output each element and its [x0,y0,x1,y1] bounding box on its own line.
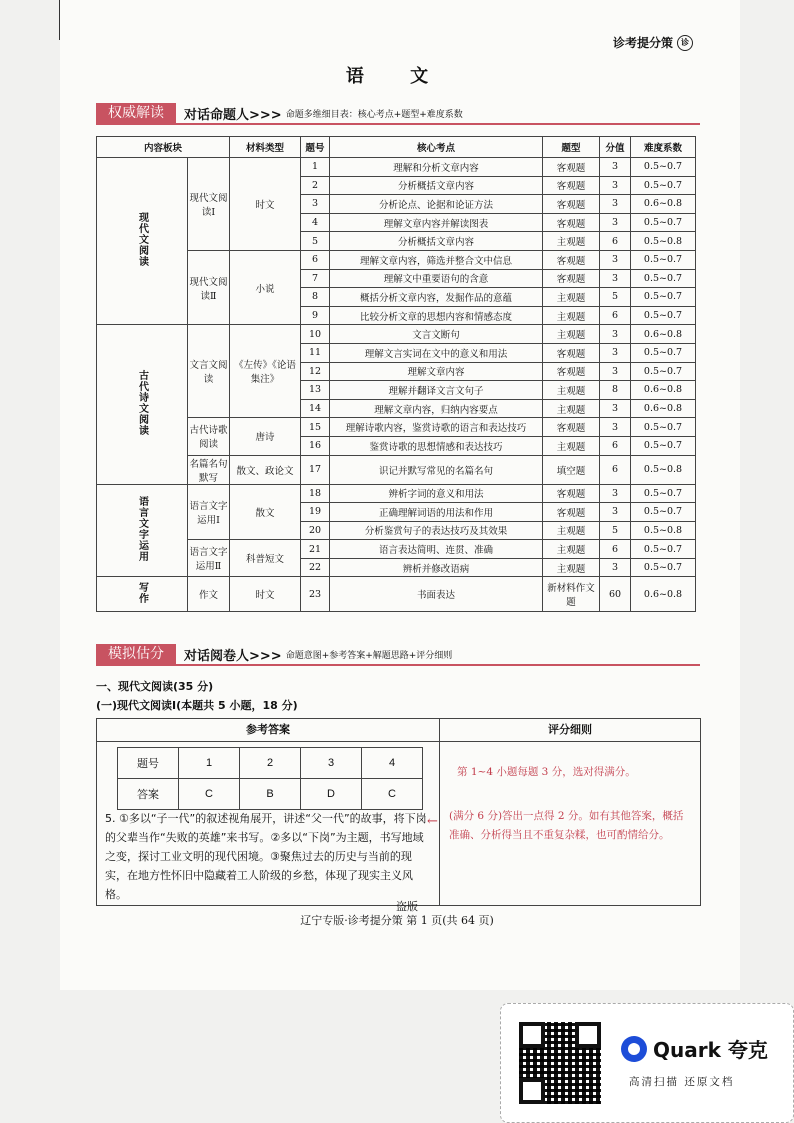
material-cell: 散文、政论文 [230,455,301,484]
answer-key-row-no [118,748,423,779]
core-point-cell: 辨析字词的意义和用法 [330,484,543,503]
score-cell: 3 [600,213,631,232]
answer-box [96,718,701,906]
page-edge-line [59,0,60,40]
score-cell: 3 [600,343,631,362]
difficulty-cell: 0.5~0.7 [631,288,696,307]
scoring-rule-1: 第 1~4 小题每题 3 分，选对得满分。 [457,766,636,778]
page-footer: 辽宁专版·诊考提分策 第 1 页(共 64 页) [300,914,494,927]
score-cell: 3 [600,503,631,522]
difficulty-cell: 0.6~0.8 [631,325,696,344]
question-type-cell: 客观题 [543,484,600,503]
question-type-cell: 主观题 [543,399,600,418]
reference-answer-heading: 参考答案 [97,719,439,742]
quark-logo-icon [621,1036,647,1062]
score-cell: 3 [600,418,631,437]
question-no-cell: 1 [301,158,330,177]
question-no-cell: 19 [301,503,330,522]
question-no-cell: 9 [301,306,330,325]
score-cell: 6 [600,540,631,559]
material-cell: 散文 [230,484,301,540]
question-no-cell: 10 [301,325,330,344]
question-no-cell: 11 [301,343,330,362]
core-point-cell: 识记并默写常见的名篇名句 [330,455,543,484]
core-point-cell: 分析鉴赏句子的表达技巧及其效果 [330,521,543,540]
watermark-text: 盗版 [396,900,418,913]
brand-header [613,34,693,51]
group-cell [97,158,188,325]
section-bar-authority [96,103,700,123]
core-point-cell: 比较分析文章的思想内容和情感态度 [330,306,543,325]
difficulty-cell: 0.5~0.7 [631,343,696,362]
difficulty-cell: 0.6~0.8 [631,195,696,214]
score-cell: 5 [600,288,631,307]
question-no-cell: 18 [301,484,330,503]
question-type-cell: 客观题 [543,250,600,269]
score-cell: 3 [600,250,631,269]
question-type-cell: 新材料作文题 [543,577,600,612]
question-no-cell: 23 [301,577,330,612]
core-point-cell: 理解诗歌内容，鉴赏诗歌的语言和表达技巧 [330,418,543,437]
core-point-cell: 分析论点、论据和论证方法 [330,195,543,214]
material-cell: 《左传》《论语集注》 [230,325,301,418]
section-heading: 对话命题人>>> [184,107,282,123]
question-no-cell: 4 [301,213,330,232]
difficulty-cell: 0.5~0.7 [631,306,696,325]
material-cell: 时文 [230,158,301,251]
question-no-cell: 15 [301,418,330,437]
col-header-type: 题型 [543,137,600,158]
material-cell: 科普短文 [230,540,301,577]
answer-key-label: 题号 [118,748,179,779]
question-type-cell: 主观题 [543,232,600,251]
difficulty-cell: 0.6~0.8 [631,381,696,400]
question-no-cell: 17 [301,455,330,484]
subpart-heading: (一)现代文阅读Ⅰ(本题共 5 小题，18 分) [96,699,298,712]
section-subheading: 命题意图+参考答案+解题思路+评分细则 [285,650,453,661]
answer-key-no: 1 [179,748,240,779]
table-row [97,325,696,344]
quark-slogan: 高清扫描 还原文档 [629,1076,735,1088]
scoring-rule-2: (满分 6 分)答出一点得 2 分。如有其他答案，概括准确、分析得当且不重复杂糅，也可酌情给分。 [449,810,684,841]
material-cell: 唐诗 [230,418,301,455]
quark-name: Quark 夸克 [653,1038,768,1062]
core-point-cell: 理解文章内容 [330,362,543,381]
difficulty-cell: 0.5~0.7 [631,213,696,232]
difficulty-cell: 0.5~0.7 [631,269,696,288]
score-cell: 8 [600,381,631,400]
difficulty-cell: 0.5~0.8 [631,455,696,484]
core-point-cell: 概括分析文章内容，发掘作品的意蕴 [330,288,543,307]
question-type-cell: 主观题 [543,288,600,307]
material-cell: 小说 [230,250,301,324]
page-title: 语 文 [345,66,449,87]
score-cell: 3 [600,269,631,288]
question-no-cell: 6 [301,250,330,269]
core-point-cell: 理解文章内容并解读图表 [330,213,543,232]
difficulty-cell: 0.5~0.7 [631,558,696,577]
difficulty-cell: 0.5~0.7 [631,436,696,455]
core-point-cell: 理解文中重要语句的含意 [330,269,543,288]
difficulty-cell: 0.5~0.8 [631,232,696,251]
score-cell: 3 [600,558,631,577]
answer-key-label: 答案 [118,779,179,810]
question-type-cell: 客观题 [543,158,600,177]
question-no-cell: 2 [301,176,330,195]
question-type-cell: 填空题 [543,455,600,484]
score-cell: 3 [600,399,631,418]
block-cell: 语言文字运用Ⅰ [188,484,230,540]
score-cell: 3 [600,176,631,195]
core-point-cell: 理解文章内容，归纳内容要点 [330,399,543,418]
section-divider [96,664,700,666]
question-type-cell: 客观题 [543,269,600,288]
score-cell: 6 [600,455,631,484]
answer-key-value: B [240,779,301,810]
group-cell [97,484,188,577]
question-type-cell: 主观题 [543,325,600,344]
core-point-cell: 鉴赏诗歌的思想情感和表达技巧 [330,436,543,455]
section-tag: 权威解读 [96,103,176,123]
group-label: 现代文阅读 [136,212,148,268]
block-cell: 古代诗歌阅读 [188,418,230,455]
score-cell: 3 [600,158,631,177]
group-label: 语言文字运用 [136,495,148,562]
section-subheading: 命题多维细目表：核心考点+题型+难度系数 [285,109,463,120]
col-header-score: 分值 [600,137,631,158]
core-point-cell: 理解文章内容，筛选并整合文中信息 [330,250,543,269]
difficulty-cell: 0.5~0.7 [631,176,696,195]
core-point-cell: 正确理解词语的用法和作用 [330,503,543,522]
question-type-cell: 客观题 [543,195,600,214]
score-cell: 6 [600,306,631,325]
question-type-cell: 客观题 [543,343,600,362]
block-cell: 作文 [188,577,230,612]
difficulty-cell: 0.5~0.7 [631,250,696,269]
question-type-cell: 客观题 [543,213,600,232]
core-point-cell: 辨析并修改语病 [330,558,543,577]
qr-code-icon [519,1022,601,1104]
answer-key-value: D [301,779,362,810]
exam-spec-table [96,136,696,612]
table-row [97,484,696,503]
score-cell: 3 [600,195,631,214]
question-no-cell: 8 [301,288,330,307]
section-heading: 对话阅卷人>>> [184,648,282,664]
difficulty-cell: 0.5~0.7 [631,418,696,437]
difficulty-cell: 0.6~0.8 [631,399,696,418]
answer-key-no: 4 [362,748,423,779]
brand-logo-icon: 诊 [677,35,693,51]
question-type-cell: 客观题 [543,418,600,437]
arrow-left-icon: ← [427,814,438,829]
col-header-point: 核心考点 [330,137,543,158]
material-cell: 时文 [230,577,301,612]
core-point-cell: 分析概括文章内容 [330,176,543,195]
table-row [97,577,696,612]
block-cell: 语言文字运用Ⅱ [188,540,230,577]
section-tag: 模拟估分 [96,644,176,664]
core-point-cell: 文言文断句 [330,325,543,344]
question-no-cell: 5 [301,232,330,251]
question-type-cell: 主观题 [543,306,600,325]
question-5-answer: 5. ①多以“子一代”的叙述视角展开，讲述“父一代”的故事，将下岗的父辈当作“失败的英雄”来书写。②多以“下岗”为主题，书写地域之变，探讨工业文明的现代困境。③聚焦过去的历史与当前的现实，在地方性怀旧中隐藏着工人阶级的乡愁，体现了现实主义风格。 [105,812,427,901]
group-label: 写作 [136,581,148,604]
section-bar-simulation [96,644,700,664]
question-type-cell: 主观题 [543,436,600,455]
question-type-cell: 主观题 [543,558,600,577]
question-no-cell: 12 [301,362,330,381]
score-cell: 3 [600,362,631,381]
core-point-cell: 语言表达简明、连贯、准确 [330,540,543,559]
question-no-cell: 16 [301,436,330,455]
difficulty-cell: 0.5~0.7 [631,540,696,559]
question-type-cell: 主观题 [543,521,600,540]
difficulty-cell: 0.5~0.7 [631,158,696,177]
brand-name: 诊考提分策 [613,36,674,50]
answer-key-value: C [179,779,240,810]
group-cell [97,325,188,484]
scoring-rule-heading: 评分细则 [440,719,700,742]
quark-scan-badge [500,1003,794,1123]
answer-key-no: 3 [301,748,362,779]
quark-logo [621,1034,768,1063]
question-type-cell: 客观题 [543,362,600,381]
col-header-block: 内容板块 [97,137,230,158]
group-cell [97,577,188,612]
block-cell: 现代文阅读Ⅱ [188,250,230,324]
core-point-cell: 理解并翻译文言文句子 [330,381,543,400]
block-cell: 文言文阅读 [188,325,230,418]
question-no-cell: 7 [301,269,330,288]
answer-key-no: 2 [240,748,301,779]
difficulty-cell: 0.5~0.7 [631,362,696,381]
question-type-cell: 主观题 [543,381,600,400]
col-header-no: 题号 [301,137,330,158]
block-cell: 现代文阅读Ⅰ [188,158,230,251]
difficulty-cell: 0.5~0.8 [631,521,696,540]
col-header-material: 材料类型 [230,137,301,158]
core-point-cell: 理解文言实词在文中的意义和用法 [330,343,543,362]
score-cell: 3 [600,325,631,344]
question-no-cell: 21 [301,540,330,559]
section-divider [96,123,700,125]
core-point-cell: 理解和分析文章内容 [330,158,543,177]
difficulty-cell: 0.5~0.7 [631,484,696,503]
question-no-cell: 14 [301,399,330,418]
question-type-cell: 主观题 [543,540,600,559]
question-type-cell: 客观题 [543,176,600,195]
answer-key-table [117,747,423,810]
question-no-cell: 22 [301,558,330,577]
col-header-difficulty: 难度系数 [631,137,696,158]
core-point-cell: 分析概括文章内容 [330,232,543,251]
difficulty-cell: 0.6~0.8 [631,577,696,612]
score-cell: 60 [600,577,631,612]
answer-key-value: C [362,779,423,810]
question-type-cell: 客观题 [543,503,600,522]
question-no-cell: 20 [301,521,330,540]
score-cell: 6 [600,232,631,251]
group-label: 古代诗文阅读 [136,369,148,436]
score-cell: 3 [600,484,631,503]
core-point-cell: 书面表达 [330,577,543,612]
difficulty-cell: 0.5~0.7 [631,503,696,522]
part-heading: 一、现代文阅读(35 分) [96,680,214,693]
table-header-row [97,137,696,158]
table-row [97,158,696,177]
question-no-cell: 13 [301,381,330,400]
answer-key-row-ans [118,779,423,810]
block-cell: 名篇名句默写 [188,455,230,484]
score-cell: 6 [600,436,631,455]
answer-divider [439,719,440,905]
score-cell: 5 [600,521,631,540]
question-no-cell: 3 [301,195,330,214]
